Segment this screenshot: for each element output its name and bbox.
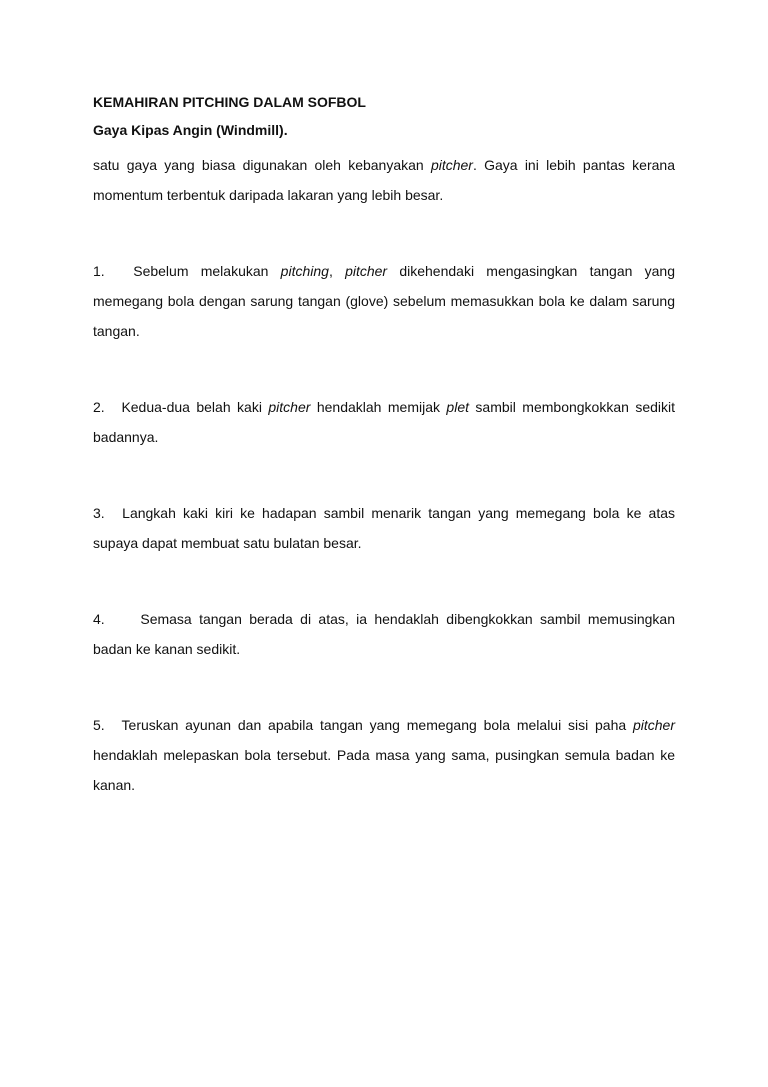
step-text: Semasa tangan berada di atas, ia hendaklah dibengkokkan sambil memusingkan badan ke kanan sedikit. bbox=[93, 611, 676, 657]
step-number: 1. bbox=[93, 263, 105, 279]
step-1 bbox=[93, 256, 675, 346]
step-text: hendaklah melepaskan bola tersebut. Pada masa yang sama, pusingkan semula badan ke kanan. bbox=[93, 747, 675, 793]
intro-text-1: satu gaya yang biasa digunakan oleh kebanyakan bbox=[93, 157, 431, 173]
step-text: Teruskan ayunan dan apabila tangan yang memegang bola melalui sisi paha bbox=[121, 717, 633, 733]
step-number: 2. bbox=[93, 399, 105, 415]
intro-emphasis-pitcher: pitcher bbox=[430, 157, 473, 173]
step-4 bbox=[93, 604, 675, 664]
step-text: Kedua-dua belah kaki bbox=[121, 399, 269, 415]
step-text: hendaklah memijak bbox=[310, 399, 447, 415]
step-emphasis: plet bbox=[446, 399, 469, 415]
step-text: , bbox=[328, 263, 346, 279]
intro-text-2: . Gaya ini lebih pantas kerana momentum terbentuk daripada lakaran yang lebih besar. bbox=[93, 157, 675, 203]
document-body bbox=[93, 88, 675, 846]
step-text: Sebelum melakukan bbox=[133, 263, 281, 279]
step-number: 5. bbox=[93, 717, 105, 733]
step-number: 3. bbox=[93, 505, 105, 521]
step-text: dikehendaki mengasingkan tangan yang memegang bola dengan sarung tangan (glove) sebelum memasukkan bola ke dalam sarung tangan. bbox=[93, 263, 675, 339]
step-text: sambil membongkokkan sedikit badannya. bbox=[93, 399, 676, 445]
step-text: Langkah kaki kiri ke hadapan sambil menarik tangan yang memegang bola ke atas supaya dapat membuat satu bulatan besar. bbox=[93, 505, 675, 551]
step-emphasis: pitcher bbox=[632, 717, 675, 733]
step-emphasis: pitching bbox=[280, 263, 329, 279]
step-2 bbox=[93, 392, 675, 452]
step-emphasis: pitcher bbox=[268, 399, 311, 415]
step-3 bbox=[93, 498, 675, 558]
document-subtitle: Gaya Kipas Angin (Windmill). bbox=[93, 122, 288, 138]
document-title: KEMAHIRAN PITCHING DALAM SOFBOL bbox=[93, 94, 366, 110]
intro-paragraph bbox=[93, 150, 675, 210]
step-emphasis: pitcher bbox=[345, 263, 388, 279]
step-number: 4. bbox=[93, 611, 105, 627]
step-5 bbox=[93, 710, 675, 800]
